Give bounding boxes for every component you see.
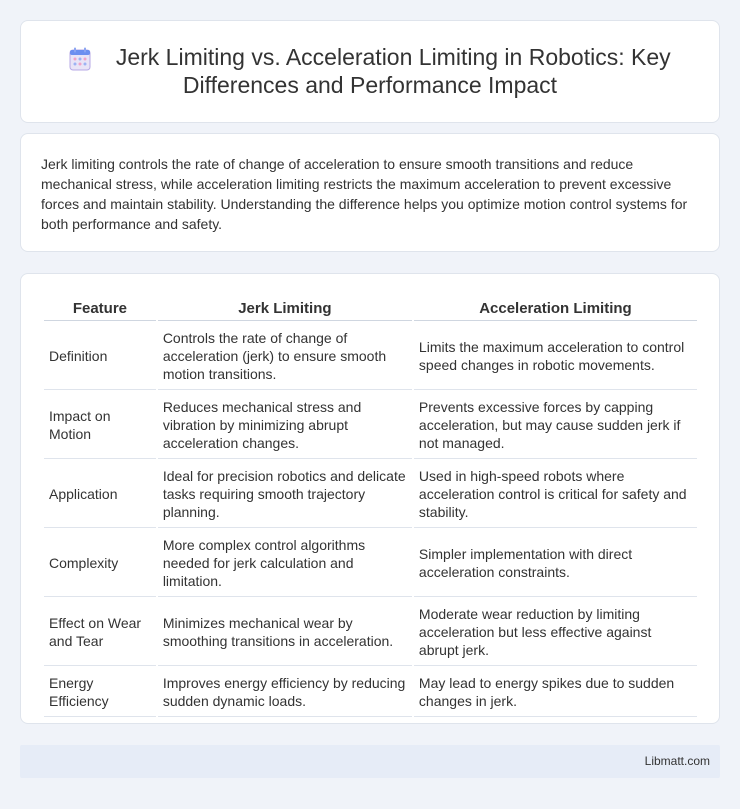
feature-cell: Energy Efficiency [44,668,156,717]
acceleration-cell: Used in high-speed robots where acceleration control is critical for safety and stability. [414,461,697,528]
title-card [20,20,720,123]
intro-paragraph: Jerk limiting controls the rate of change of acceleration to ensure smooth transitions and reduce mechanical stress, while acceleration limiting restricts the maximum acceleration to prevent excessive forces and maintain stability. Understanding the difference helps you optimize motion control systems for both performance and safety. [41,156,688,232]
table-row [44,530,697,597]
table-row [44,392,697,459]
header-feature: Feature [44,298,156,321]
acceleration-cell: Simpler implementation with direct acceleration constraints. [414,530,697,597]
acceleration-cell: Moderate wear reduction by limiting acceleration but less effective against abrupt jerk. [414,599,697,666]
header-acceleration-limiting: Acceleration Limiting [414,298,697,321]
feature-cell: Impact on Motion [44,392,156,459]
acceleration-cell: Limits the maximum acceleration to control speed changes in robotic movements. [414,323,697,390]
feature-cell: Complexity [44,530,156,597]
comparison-table [42,296,699,719]
footer-brand-link[interactable]: Libmatt.com [644,754,710,768]
feature-cell: Application [44,461,156,528]
jerk-cell: Controls the rate of change of acceleration (jerk) to ensure smooth motion transitions. [158,323,412,390]
table-row [44,323,697,390]
feature-cell: Definition [44,323,156,390]
table-row [44,461,697,528]
table-row [44,668,697,717]
acceleration-cell: Prevents excessive forces by capping acceleration, but may cause sudden jerk if not managed. [414,392,697,459]
comparison-table-card [20,273,720,724]
jerk-cell: More complex control algorithms needed for jerk calculation and limitation. [158,530,412,597]
table-header-row [44,298,697,321]
jerk-cell: Reduces mechanical stress and vibration by minimizing abrupt acceleration changes. [158,392,412,459]
page-title: Jerk Limiting vs. Acceleration Limiting in Robotics: Key Differences and Performance Impact [115,44,671,98]
acceleration-cell: May lead to energy spikes due to sudden changes in jerk. [414,668,697,717]
footer-bar [20,745,720,778]
title-wrap [51,43,689,99]
intro-card [20,133,720,252]
jerk-cell: Ideal for precision robotics and delicate tasks requiring smooth trajectory planning. [158,461,412,528]
jerk-cell: Minimizes mechanical wear by smoothing transitions in acceleration. [158,599,412,666]
table-row [44,599,697,666]
header-jerk-limiting: Jerk Limiting [158,298,412,321]
feature-cell: Effect on Wear and Tear [44,599,156,666]
calendar-grid-icon [69,47,91,71]
jerk-cell: Improves energy efficiency by reducing sudden dynamic loads. [158,668,412,717]
